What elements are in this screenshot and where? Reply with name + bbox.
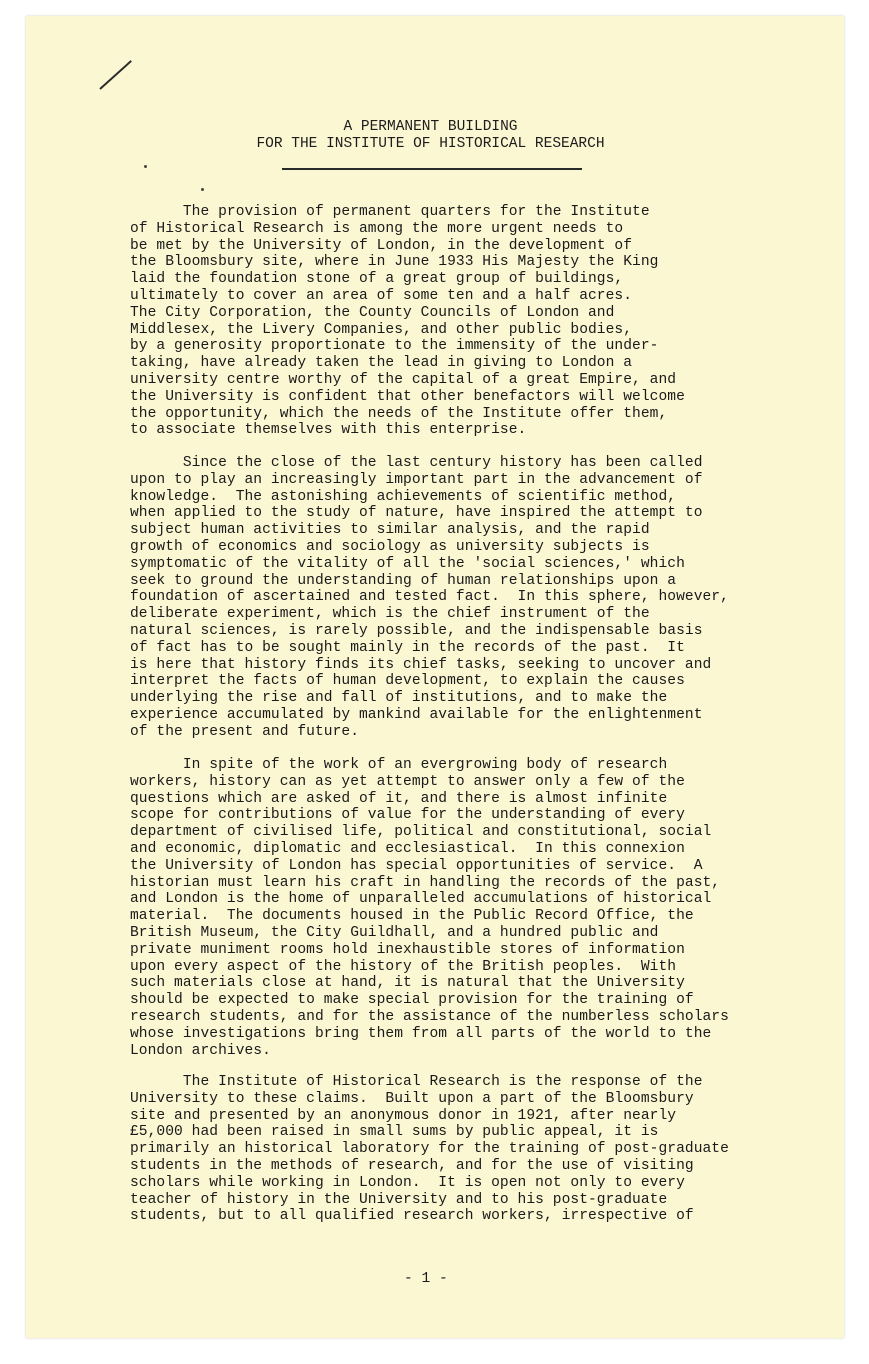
title-underline [282, 168, 582, 170]
paragraph-3: In spite of the work of an evergrowing body of research workers, history can as yet attempt to answer only a few of the questions which are asked of it, and there is almost infinite scope for contributions of value for the understanding of every department of civilised life, political and constitutional, social and economic, diplomatic and ecclesiastical. In this connexion the University of London has special opportunities of service. A historian must learn his craft in handling the records of the past, and London is the home of unparalleled accumulations of historical material. The documents housed in the Public Record Office, the British Museum, the City Guildhall, and a hundred public and private muniment rooms hold inexhaustible stores of information upon every aspect of the history of the British peoples. With such materials close at hand, it is natural that the University should be expected to make special provision for the training of research students, and for the assistance of the numberless scholars whose investigations bring them from all parts of the world to the London archives. [130, 757, 729, 1059]
paragraph-1: The provision of permanent quarters for the Institute of Historical Research is among the more urgent needs to be met by the University of London, in the development of the Bloomsbury site, where in June 1933 His Majesty the King laid the foundation stone of a great group of buildings, ultimately to cover an area of some ten and a half acres. The City Corporation, the County Councils of London and Middlesex, the Livery Companies, and other public bodies, by a generosity proportionate to the immensity of the under- taking, have already taken the lead in giving to London a university centre worthy of the capital of a great Empire, and the University is confident that other benefactors will welcome the opportunity, which the needs of the Institute offer them, to associate themselves with this enterprise. [130, 204, 685, 439]
ink-dot [144, 165, 147, 168]
title-line-2: FOR THE INSTITUTE OF HISTORICAL RESEARCH [256, 136, 605, 152]
title-line-1: A PERMANENT BUILDING [343, 119, 518, 135]
ink-dot [201, 188, 204, 191]
page-number: - 1 - [404, 1271, 448, 1287]
paragraph-4: The Institute of Historical Research is the response of the University to these claims. Built upon a part of the Bloomsbury site and presented by an anonymous donor in 1921, after nearly £5,000 had been raised in small sums by public appeal, it is primarily an historical laboratory for the training of post-graduate students in the methods of research, and for the use of visiting scholars while working in London. It is open not only to every teacher of history in the University and to his post-graduate students, but to all qualified research workers, irrespective of [130, 1074, 729, 1225]
paragraph-2: Since the close of the last century history has been called upon to play an increasingly important part in the advancement of knowledge. The astonishing achievements of scientific method, when applied to the study of nature, have inspired the attempt to subject human activities to similar analysis, and the rapid growth of economics and sociology as university subjects is symptomatic of the vitality of all the 'social sciences,' which seek to ground the understanding of human relationships upon a foundation of ascertained and tested fact. In this sphere, however, deliberate experiment, which is the chief instrument of the natural sciences, is rarely possible, and the indispensable basis of fact has to be sought mainly in the records of the past. It is here that history finds its chief tasks, seeking to uncover and interpret the facts of human development, to explain the causes underlying the rise and fall of institutions, and to make the experience accumulated by mankind available for the enlightenment of the present and future. [130, 455, 729, 740]
